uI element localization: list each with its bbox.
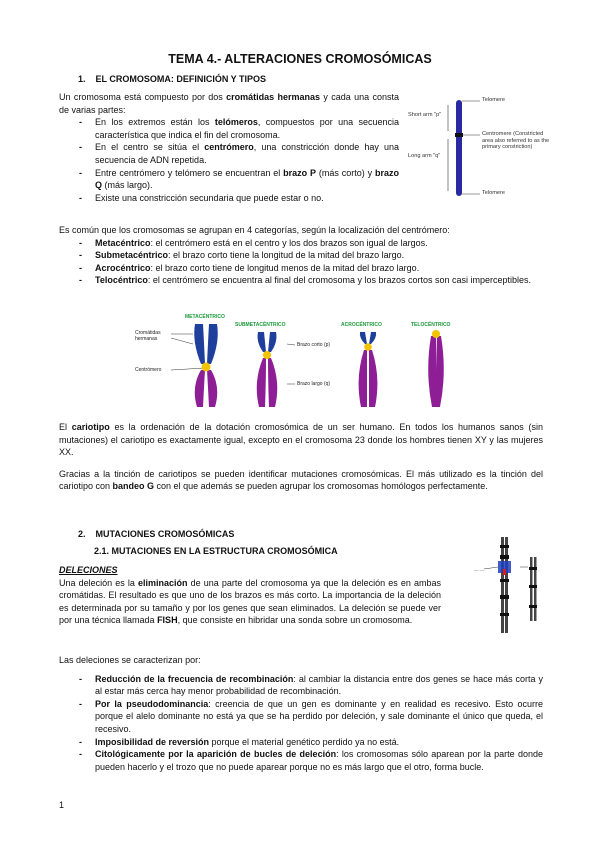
centromere-mark bbox=[455, 133, 463, 137]
metacentric-label: METACÉNTRICO bbox=[185, 314, 225, 320]
caracteristicas-section bbox=[59, 654, 543, 773]
telomere-bottom-label: Telomere bbox=[482, 190, 506, 196]
fish-graphic bbox=[470, 535, 550, 635]
telocentric-chromosome bbox=[428, 330, 444, 407]
telocentric-label: TELOCÉNTRICO bbox=[411, 322, 451, 328]
chromosome-bar bbox=[456, 100, 462, 196]
brazo-largo-label: Brazo largo (q) bbox=[297, 381, 331, 387]
brazo-corto-label: Brazo corto (p) bbox=[297, 342, 331, 348]
acrocentric-chromosome bbox=[359, 332, 378, 407]
deleciones-section bbox=[59, 564, 441, 627]
deleciones-paragraph: Una deleción es la eliminación de una parte del cromosoma ya que la deleción es en ambas cromátidas. El resultado es que uno de los brazos es más corto. La importancia de la deleción es determinada por su tamaño y por los genes que sean eliminados. La deleción se puede ver por una técnica llamada FISH, que consiste en hibridar una sonda sobre un cromosoma. bbox=[59, 577, 441, 626]
list-item: - Imposibilidad de reversión porque el material genético perdido ya no está. bbox=[77, 736, 543, 749]
deleciones-heading: DELECIONES bbox=[59, 565, 118, 575]
intro-paragraph: Un cromosoma está compuesto por dos cromátidas hermanas y cada una consta de varias partes: bbox=[59, 92, 399, 115]
list-item: - Entre centrómero y telómero se encuentran el brazo P (más corto) y brazo Q (más largo). bbox=[77, 167, 399, 192]
cariotipo-section bbox=[59, 421, 543, 493]
metacentric-chromosome bbox=[194, 324, 218, 407]
list-item: - En el centro se sitúa el centrómero, una constricción donde hay una secuencia de ADN repetida. bbox=[77, 141, 399, 166]
section-2-1-heading: 2.1. MUTACIONES EN LA ESTRUCTURA CROMOSÓMICA bbox=[94, 546, 338, 556]
page-title: TEMA 4.- ALTERACIONES CROMOSÓMICAS bbox=[168, 52, 432, 66]
centromero-label: Centrómero bbox=[135, 367, 162, 373]
list-item: - Telocéntrico: el centrómero se encuentra al final del cromosoma y los brazos cortos son casi imperceptibles. bbox=[77, 274, 543, 287]
list-item: - Existe una constricción secundaria que puede estar o no. bbox=[77, 192, 399, 205]
types-section bbox=[59, 224, 543, 287]
chromosome-types-graphic bbox=[135, 312, 465, 412]
page-number: 1 bbox=[59, 800, 65, 810]
section-1-heading: 1. EL CROMOSOMA: DEFINICIÓN Y TIPOS bbox=[78, 74, 267, 84]
section-1-intro bbox=[59, 91, 399, 204]
list-item: - Por la pseudodominancia: creencia de que un gen es dominante y en realidad es recesivo. Esto ocurre porque el alelo dominante no está ya que se ha perdido por deleción, y sale dominante el único que queda, el recesivo. bbox=[77, 698, 543, 736]
centromere-label: Centromere (Constricted area also referred to as the primary constriction) bbox=[482, 131, 550, 150]
submetacentric-label: SUBMETACÉNTRICO bbox=[235, 322, 286, 328]
submetacentric-chromosome bbox=[257, 332, 278, 407]
cariotipo-paragraph-1: El cariotipo es la ordenación de la dotación cromosómica de un ser humano. En todos los humanos sanos (sin mutaciones) el cariotipo es exactamente igual, excepto en el cromosoma 23 donde los hombres tienen XY y las mujeres XX. bbox=[59, 422, 543, 458]
list-item: - Metacéntrico: el centrómero está en el centro y los dos brazos son igual de largos. bbox=[77, 237, 543, 250]
chromosome-types-figure bbox=[135, 312, 465, 412]
list-item: - En los extremos están los telómeros, compuestos por una secuencia característica que indica el fin del cromosoma. bbox=[77, 116, 399, 141]
short-arm-label: Short arm "p" bbox=[408, 112, 442, 118]
telomere-top-label: Telomere bbox=[482, 97, 506, 103]
section-2-heading: 2. MUTACIONES CROMOSÓMICAS bbox=[78, 529, 235, 539]
list-item: - Submetacéntrico: el brazo corto tiene la longitud de la mitad del brazo largo. bbox=[77, 249, 543, 262]
fish-figure bbox=[470, 535, 550, 635]
cariotipo-paragraph-2: Gracias a la tinción de cariotipos se pueden identificar mutaciones cromosómicas. El más utilizado es la tinción del cariotipo con bandeo G con el que además se pueden agrupar los cromosomas homólogos perfectamente. bbox=[59, 468, 543, 492]
caracteristicas-intro: Las deleciones se caracterizan por: bbox=[59, 655, 201, 665]
list-item: - Acrocéntrico: el brazo corto tiene de longitud menos de la mitad del brazo largo. bbox=[77, 262, 543, 275]
types-intro: Es común que los cromosomas se agrupan en 4 categorías, según la localización del centrómero: bbox=[59, 225, 450, 235]
chromosome-pair-right bbox=[529, 557, 537, 621]
list-item: - Reducción de la frecuencia de recombinación: al cambiar la distancia entre dos genes se hace más corta y al estar más cerca hay menor probabilidad de recombinación. bbox=[77, 673, 543, 698]
acrocentric-label: ACROCÉNTRICO bbox=[341, 322, 382, 328]
long-arm-label: Long arm "q" bbox=[408, 153, 441, 159]
chromosome-diagram bbox=[400, 95, 550, 200]
svg-text:–– ––: –– –– bbox=[474, 567, 485, 572]
chromosome-pair-left bbox=[498, 537, 511, 633]
cromatidas-label: Cromátidas hermanas bbox=[135, 330, 161, 342]
list-item: - Citológicamente por la aparición de bucles de deleción: los cromosomas sólo aparean por la parte donde pueden hacerlo y el trozo que no puede aparear porque no es más largo que el otro, forma bucle. bbox=[77, 748, 543, 773]
